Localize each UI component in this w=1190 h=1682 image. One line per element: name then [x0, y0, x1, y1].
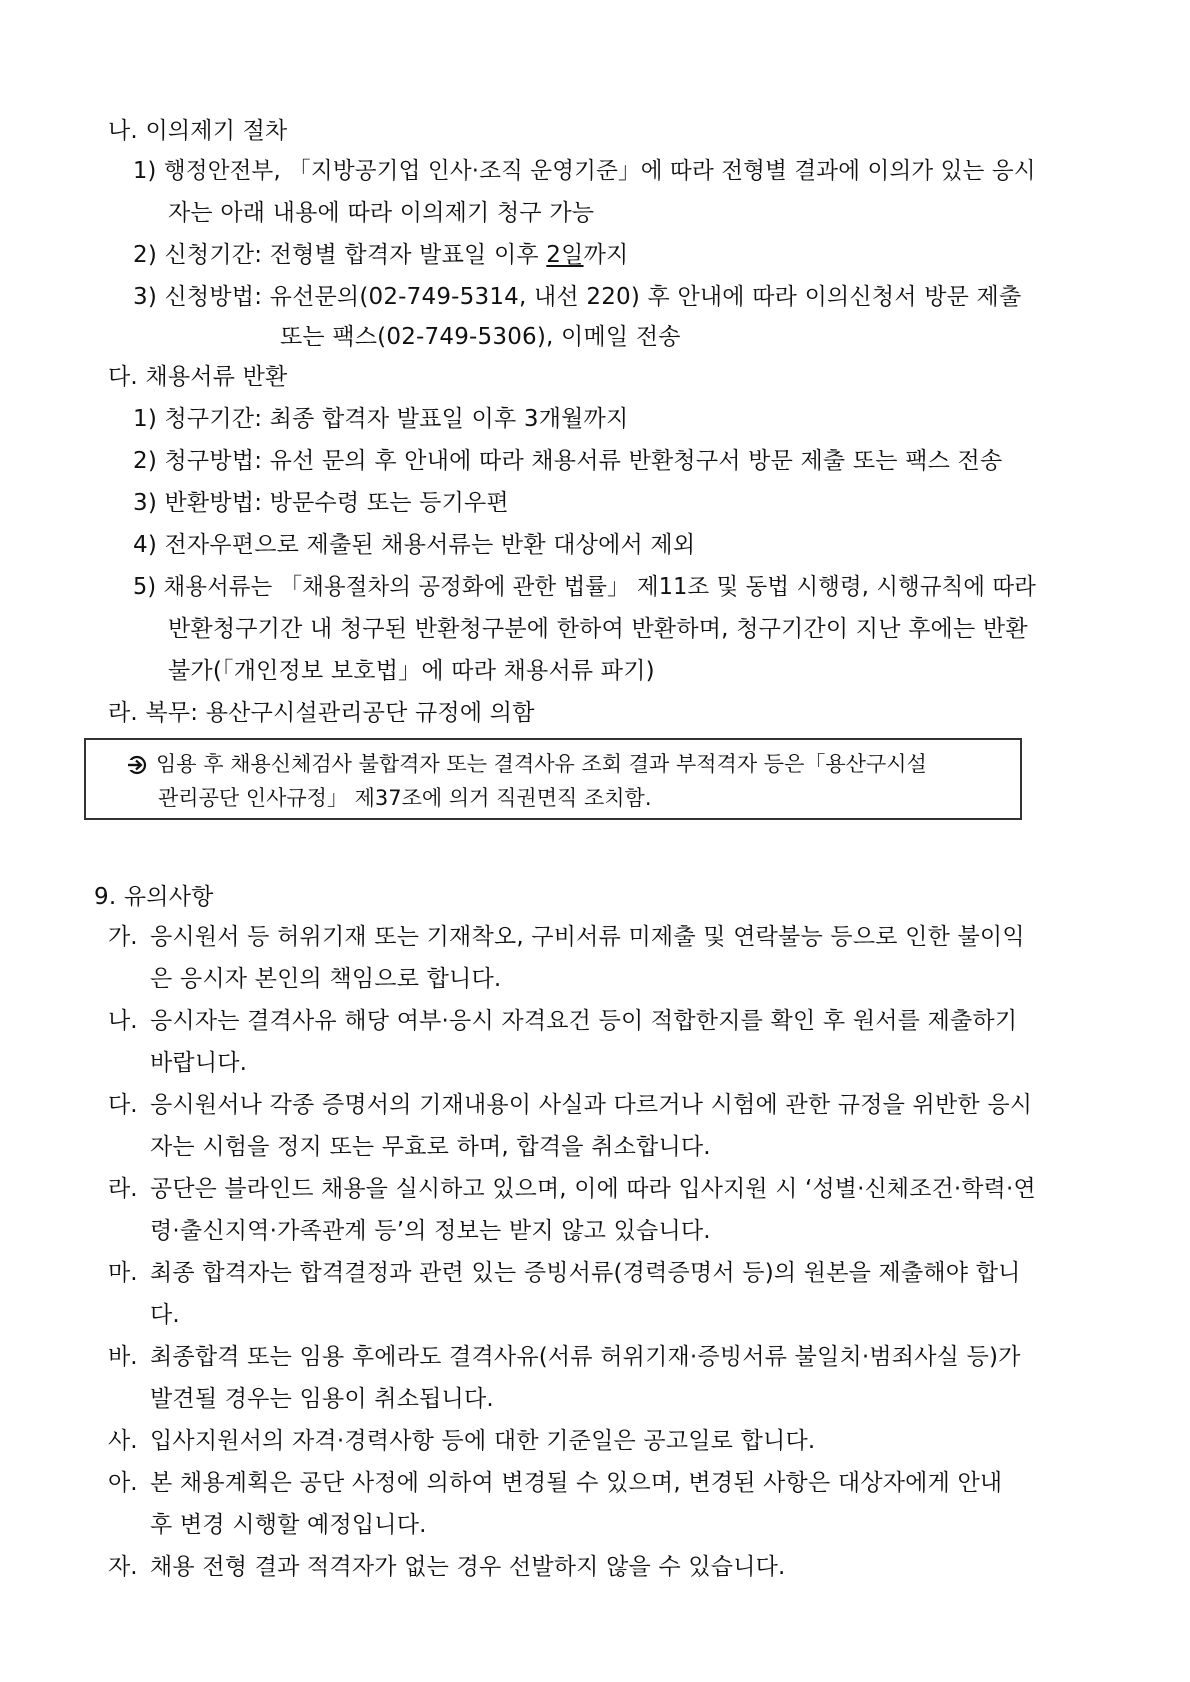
section9-item-line: 령·출신지역·가족관계 등’의 정보는 받지 않고 있습니다. — [150, 1218, 711, 1244]
section-na-item2-suffix: 까지 — [583, 242, 629, 268]
section-da-item5-line3: 불가(「개인정보 보호법」에 따라 채용서류 파기) — [168, 658, 655, 684]
section-na-item2 — [133, 240, 628, 270]
section9-item-line: 공단은 블라인드 채용을 실시하고 있으며, 이에 따라 입사지원 시 ‘성별·신체조건·학력·연 — [150, 1176, 1036, 1202]
section9-item-line: 은 응시자 본인의 책임으로 합니다. — [150, 966, 502, 992]
section9-item-line: 응시자는 결격사유 해당 여부·응시 자격요건 등이 적합한지를 확인 후 원서를 제출하기 — [150, 1008, 1018, 1034]
section9-item-line: 발견될 경우는 임용이 취소됩니다. — [150, 1386, 494, 1412]
section-da-item4: 4) 전자우편으로 제출된 채용서류는 반환 대상에서 제외 — [133, 532, 696, 558]
section-da-item5-line1: 5) 채용서류는 「채용절차의 공정화에 관한 법률」 제11조 및 동법 시행령, 시행규칙에 따라 — [133, 574, 1037, 600]
section9-item-label: 자. — [108, 1554, 138, 1580]
section-ra-title: 라. 복무: 용산구시설관리공단 규정에 의함 — [108, 700, 535, 726]
notice-line2: 관리공단 인사규정」 제37조에 의거 직권면직 조치함. — [158, 786, 652, 810]
section-na-item1-line2: 자는 아래 내용에 따라 이의제기 청구 가능 — [168, 200, 595, 226]
section9-item-label: 사. — [108, 1428, 138, 1454]
section9-item-line: 채용 전형 결과 적격자가 없는 경우 선발하지 않을 수 있습니다. — [150, 1554, 786, 1580]
section-da-item5-line2: 반환청구기간 내 청구된 반환청구분에 한하여 반환하며, 청구기간이 지난 후에는 반환 — [168, 616, 1028, 642]
notice-box — [84, 738, 1022, 820]
section-na-item1-line1: 1) 행정안전부, 「지방공기업 인사·조직 운영기준」에 따라 전형별 결과에 이의가 있는 응시 — [133, 158, 1036, 184]
section9-item-label: 라. — [108, 1176, 138, 1202]
section9-item-line: 바랍니다. — [150, 1050, 248, 1076]
section9-item-label: 바. — [108, 1344, 138, 1370]
section-na-item3-line2: 또는 팩스(02-749-5306), 이메일 전송 — [280, 324, 681, 350]
section9-item-label: 가. — [108, 924, 138, 950]
section9-item-line: 자는 시험을 정지 또는 무효로 하며, 합격을 취소합니다. — [150, 1134, 711, 1160]
section9-item-line: 응시원서나 각종 증명서의 기재내용이 사실과 다르거나 시험에 관한 규정을 위반한 응시 — [150, 1092, 1033, 1118]
section-da-title: 다. 채용서류 반환 — [108, 364, 288, 390]
section-na-item2-underlined: 2일 — [546, 242, 584, 268]
section9-item-line: 다. — [150, 1302, 180, 1328]
section-na-item2-prefix: 2) 신청기간: 전형별 합격자 발표일 이후 — [133, 242, 547, 268]
section9-item-label: 나. — [108, 1008, 138, 1034]
section9-item-line: 입사지원서의 자격·경력사항 등에 대한 기준일은 공고일로 합니다. — [150, 1428, 816, 1454]
section-da-item2: 2) 청구방법: 유선 문의 후 안내에 따라 채용서류 반환청구서 방문 제출 또는 팩스 전송 — [133, 448, 1003, 474]
section9-item-label: 다. — [108, 1092, 138, 1118]
section9-item-line: 후 변경 시행할 예정입니다. — [150, 1512, 427, 1538]
section9-item-line: 응시원서 등 허위기재 또는 기재착오, 구비서류 미제출 및 연락불능 등으로 인한 불이익 — [150, 924, 1025, 950]
section9-item-label: 마. — [108, 1260, 138, 1286]
section9-item-line: 최종 합격자는 합격결정과 관련 있는 증빙서류(경력증명서 등)의 원본을 제출해야 합니 — [150, 1260, 1021, 1286]
arrow-right-circle-icon — [126, 754, 148, 776]
section9-item-line: 최종합격 또는 임용 후에라도 결격사유(서류 허위기재·증빙서류 불일치·범죄사실 등)가 — [150, 1344, 1021, 1370]
section-da-item3: 3) 반환방법: 방문수령 또는 등기우편 — [133, 490, 509, 516]
section9-title: 9. 유의사항 — [94, 884, 214, 910]
section9-item-line: 본 채용계획은 공단 사정에 의하여 변경될 수 있으며, 변경된 사항은 대상자에게 안내 — [150, 1470, 1003, 1496]
notice-line1: 임용 후 채용신체검사 불합격자 또는 결격사유 조회 결과 부적격자 등은「용산구시설 — [156, 752, 927, 776]
section-na-title: 나. 이의제기 절차 — [108, 118, 288, 144]
section-da-item1: 1) 청구기간: 최종 합격자 발표일 이후 3개월까지 — [133, 406, 629, 432]
section9-item-label: 아. — [108, 1470, 138, 1496]
section-na-item3-line1: 3) 신청방법: 유선문의(02-749-5314, 내선 220) 후 안내에 따라 이의신청서 방문 제출 — [133, 284, 1022, 310]
